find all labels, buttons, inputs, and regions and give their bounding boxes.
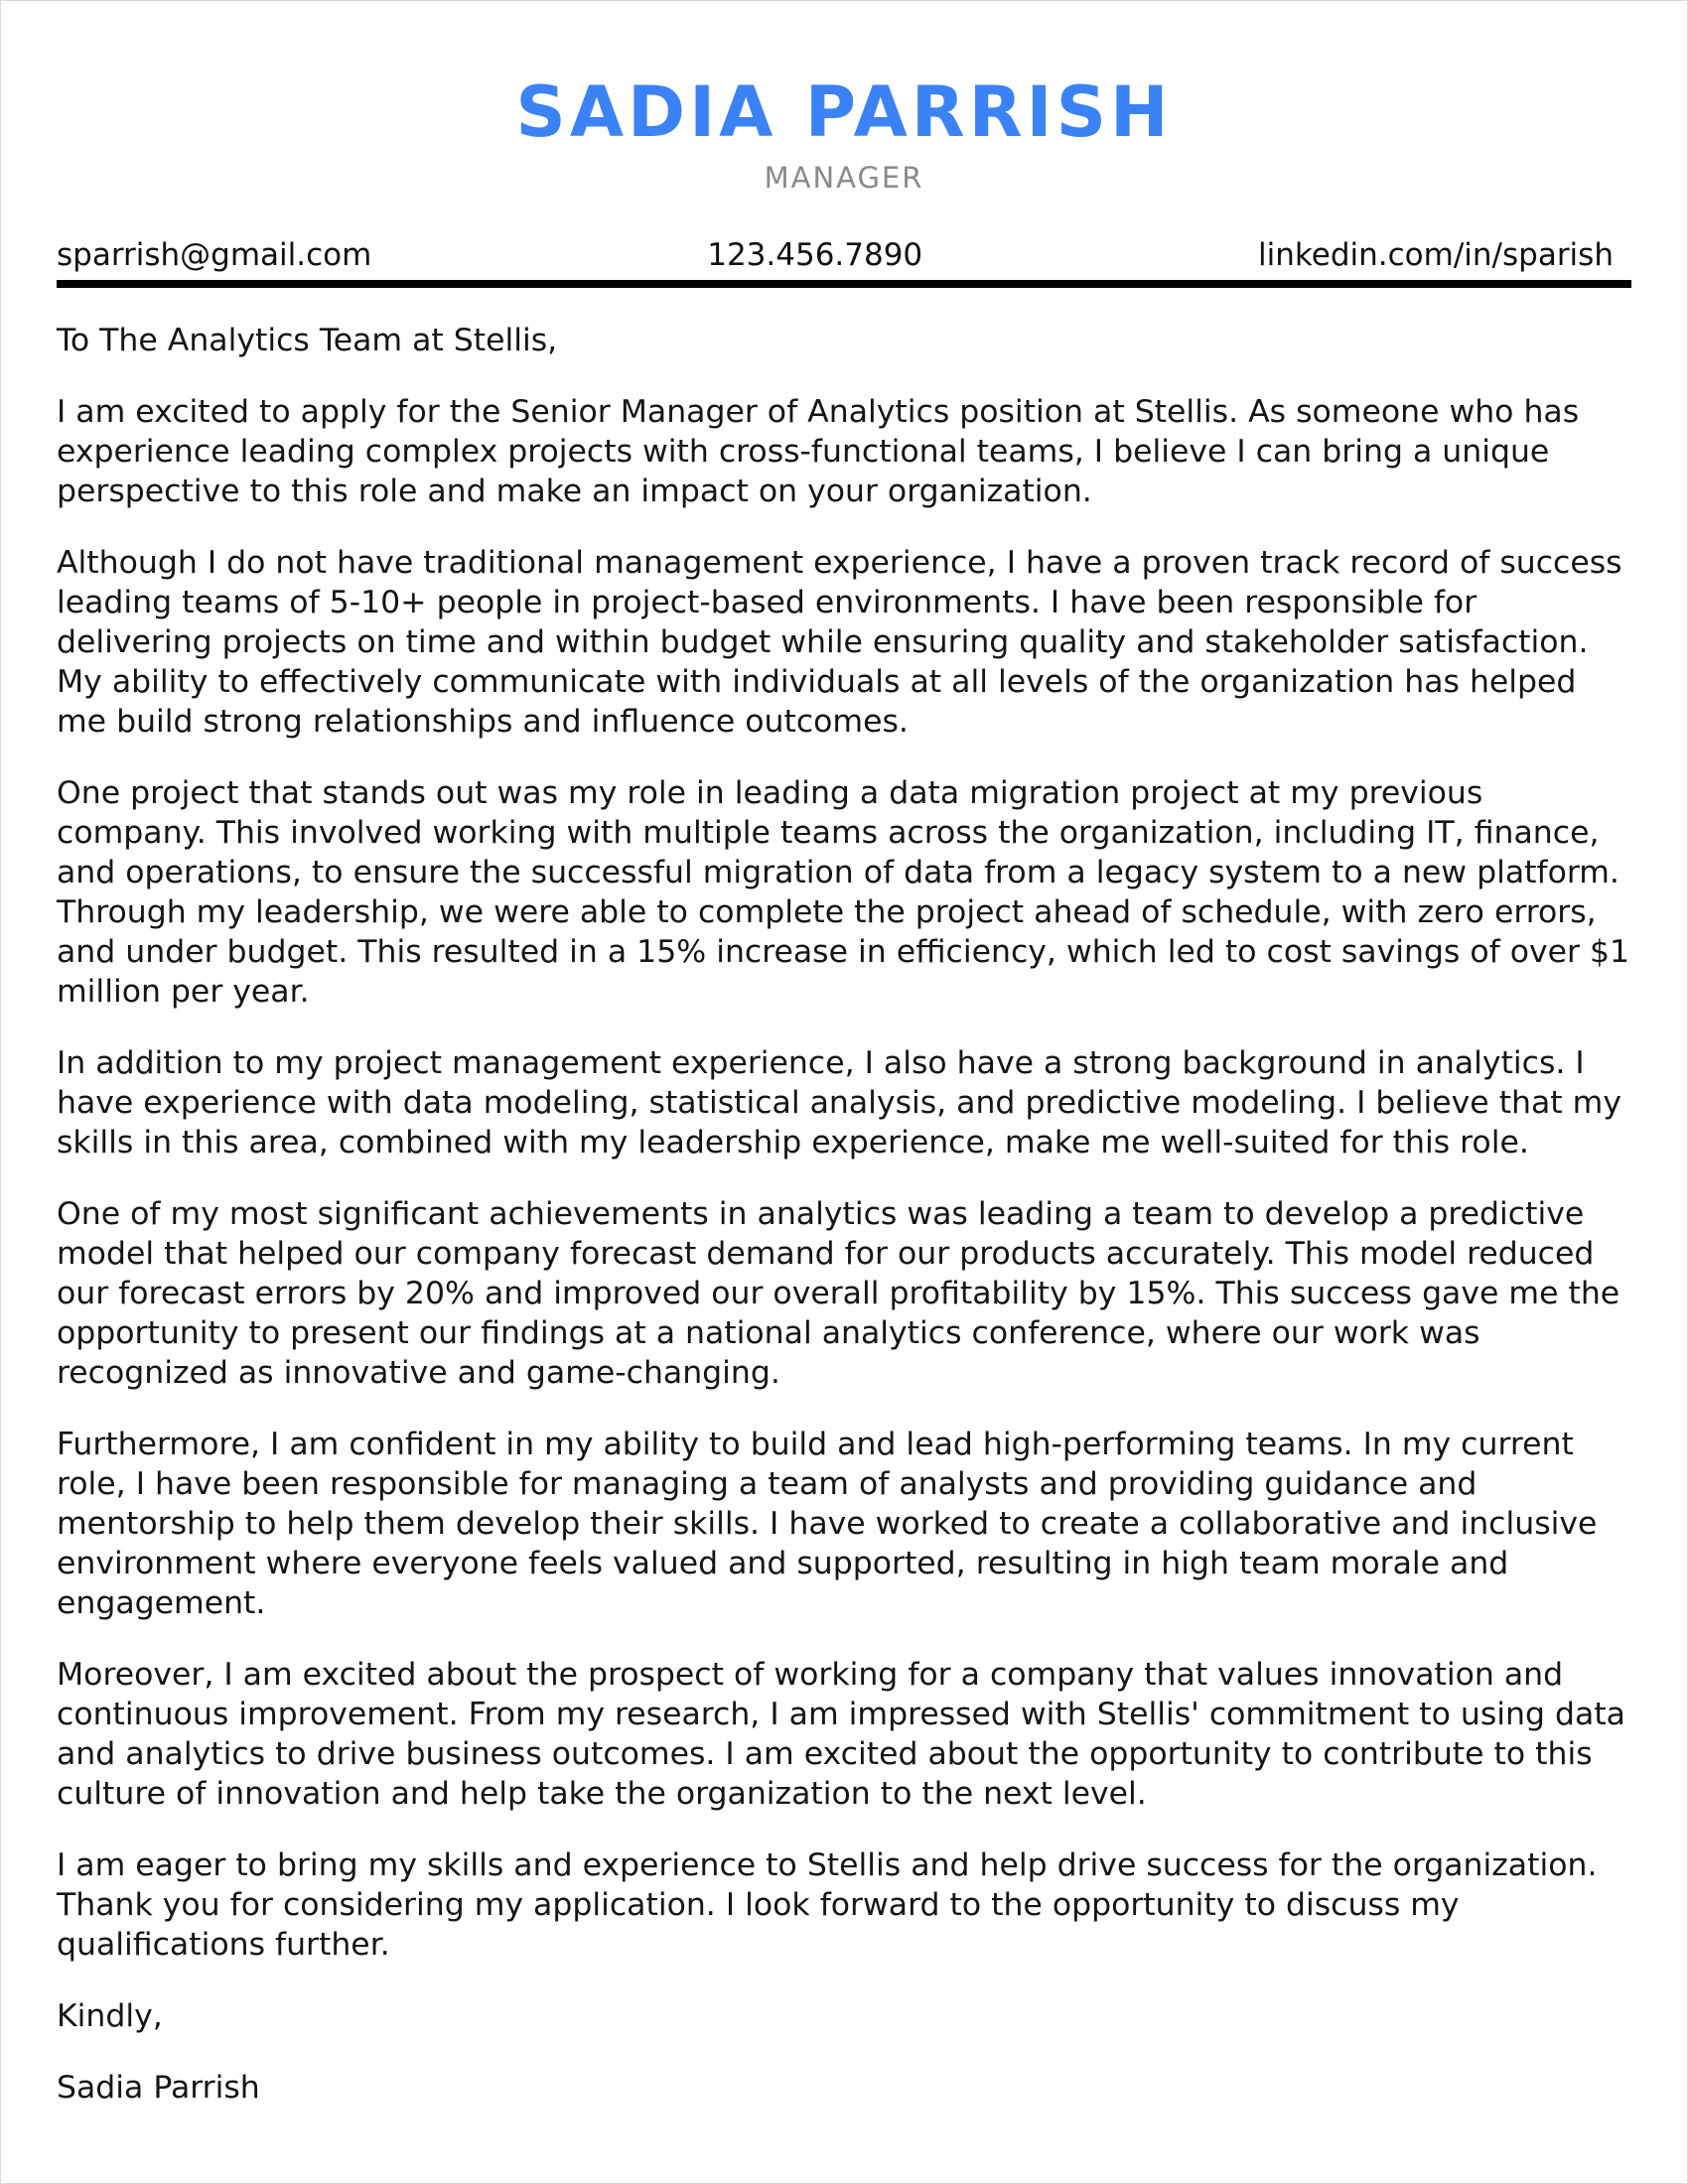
paragraph: I am excited to apply for the Senior Manager of Analytics position at Stellis. As someone who has experience leading complex projects with cross-functional teams, I believe I can bring a unique perspective to this role and make an impact on your organization. xyxy=(57,394,1580,509)
paragraph: One of my most significant achievements in analytics was leading a team to develop a predictive model that helped our company forecast demand for our products accurately. This model reduced our forecast errors by 20% and improved our overall profitability by 15%. This success gave me the opportunity to present our findings at a national analytics conference, where our work was recognized as innovative and game-changing. xyxy=(57,1196,1620,1391)
applicant-name: SADIA PARRISH xyxy=(515,71,1173,153)
contact-linkedin: linkedin.com/in/sparish xyxy=(1258,237,1614,273)
header-divider xyxy=(57,280,1631,288)
paragraph: I am eager to bring my skills and experience to Stellis and help drive success for the organization. Thank you for considering my application. I look forward to the opportunity to discuss my qualifications further. xyxy=(57,1847,1598,1963)
applicant-title: MANAGER xyxy=(764,161,924,195)
closing: Kindly, xyxy=(57,1998,163,2034)
paragraph: In addition to my project management experience, I also have a strong background in analytics. I have experience with data modeling, statistical analysis, and predictive modeling. I believe that my skills in this area, combined with my leadership experience, make me well-suited for this role. xyxy=(57,1045,1621,1160)
paragraph: Moreover, I am excited about the prospect of working for a company that values innovation and continuous improvement. From my research, I am impressed with Stellis' commitment to using data and analytics to drive business outcomes. I am excited about the opportunity to contribute to this culture of innovation and help take the organization to the next level. xyxy=(57,1657,1625,1812)
salutation: To The Analytics Team at Stellis, xyxy=(57,323,558,358)
contact-phone: 123.456.7890 xyxy=(707,237,923,273)
contact-email: sparrish@gmail.com xyxy=(57,237,372,273)
signature: Sadia Parrish xyxy=(57,2070,260,2106)
paragraph: One project that stands out was my role in leading a data migration project at my previous company. This involved working with multiple teams across the organization, including IT, finance, and operations, to ensure the successful migration of data from a legacy system to a new platform. Through my leadership, we were able to complete the project ahead of schedule, with zero errors, and under budget. This resulted in a 15% increase in efficiency, which led to cost savings of over $1 million per year. xyxy=(57,775,1630,1010)
paragraph: Furthermore, I am confident in my ability to build and lead high-performing teams. In my current role, I have been responsible for managing a team of analysts and providing guidance and mentorship to help them develop their skills. I have worked to create a collaborative and inclusive environment where everyone feels valued and supported, resulting in high team morale and engagement. xyxy=(57,1427,1598,1621)
letter-body xyxy=(57,321,1631,2108)
letter-header xyxy=(57,70,1631,198)
paragraph: Although I do not have traditional management experience, I have a proven track record of success leading teams of 5-10+ people in project-based environments. I have been responsible for delivering projects on time and within budget while ensuring quality and stakeholder satisfaction. My ability to effectively communicate with individuals at all levels of the organization has helped me build strong relationships and influence outcomes. xyxy=(57,545,1622,740)
contact-info xyxy=(57,235,1631,275)
